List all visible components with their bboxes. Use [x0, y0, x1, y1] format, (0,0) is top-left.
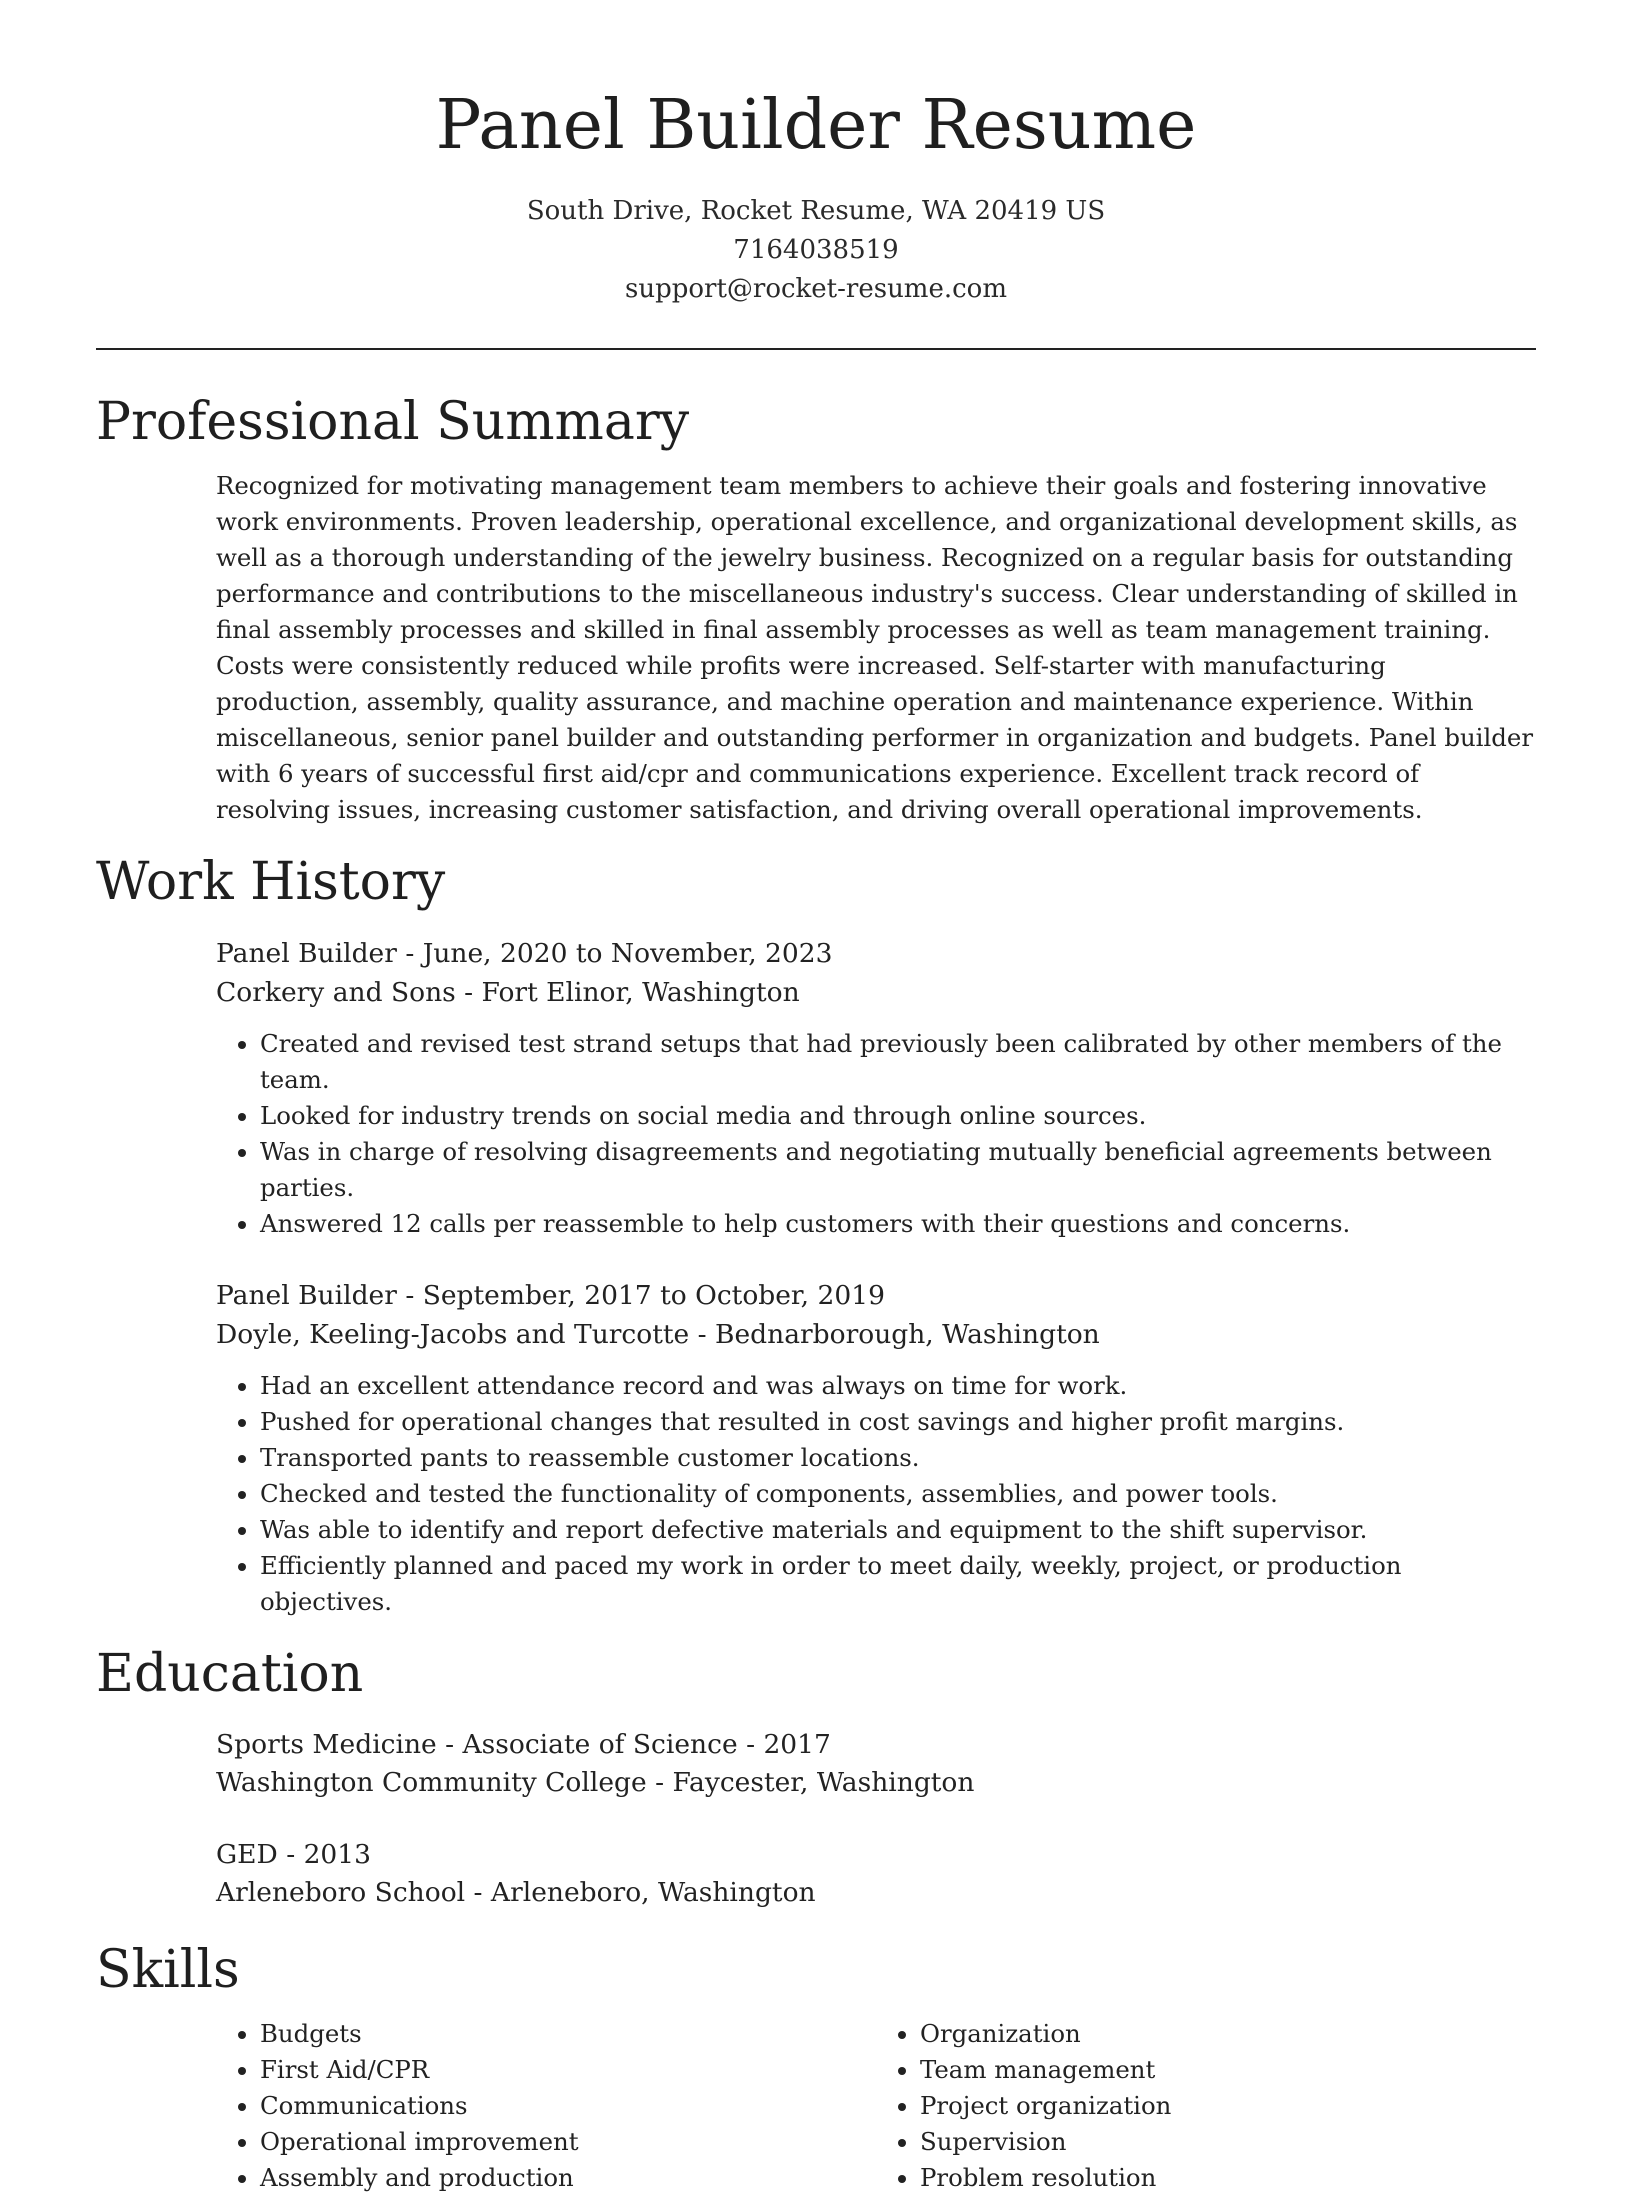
job-entry: [216, 1276, 1536, 1620]
resume-title: Panel Builder Resume: [435, 86, 1197, 165]
list-item: • Looked for industry trends on social media and through online sources.: [260, 1098, 1536, 1134]
list-item: • Transported pants to reassemble customer locations.: [260, 1440, 1536, 1476]
job-bullets: [216, 1368, 1536, 1620]
job-title: Panel Builder: [216, 1280, 397, 1311]
summary-text: Recognized for motivating management team members to achieve their goals and fostering innovative work environments. Proven leadership, operational excellence, and organizational development skills, as well as a thorough understanding of the jewelry business. Recognized on a regular basis for outstanding performance and contributions to the miscellaneous industry's success. Clear understanding of skilled in final assembly processes and skilled in final assembly processes as well as team management training. Costs were consistently reduced while profits were increased. Self-starter with manufacturing production, assembly, quality assurance, and machine operation and maintenance experience. Within miscellaneous, senior panel builder and outstanding performer in organization and budgets. Panel builder with 6 years of successful first aid/cpr and communications experience. Excellent track record of resolving issues, increasing customer satisfaction, and driving overall operational improvements.: [216, 471, 1533, 824]
job-title-line: [216, 1276, 1536, 1315]
job-dates: - June, 2020 to November, 2023: [396, 938, 833, 969]
list-item: • Operational improvement: [260, 2124, 876, 2160]
list-item: • Budgets: [260, 2016, 876, 2052]
skills-list-left: [216, 2016, 876, 2196]
edu-school: Arleneboro School: [216, 1877, 466, 1908]
skills-section: [96, 1938, 1536, 2196]
list-item: • Created and revised test strand setups that had previously been calibrated by other members of the team.: [260, 1026, 1536, 1098]
list-item: • Efficiently planned and paced my work in order to meet daily, weekly, project, or production objectives.: [260, 1548, 1536, 1620]
edu-degree: GED: [216, 1839, 278, 1870]
summary-section: [96, 390, 1536, 828]
job-company: Corkery and Sons: [216, 977, 456, 1008]
job-location: - Bednarborough, Washington: [689, 1319, 1100, 1350]
list-item: • Team management: [920, 2052, 1536, 2088]
work-heading: Work History: [96, 852, 446, 912]
job-company-line: [216, 1315, 1536, 1354]
edu-school: Washington Community College: [216, 1767, 647, 1798]
list-item: • Was in charge of resolving disagreements and negotiating mutually beneficial agreements between parties.: [260, 1134, 1536, 1206]
edu-degree-line: [216, 1836, 1536, 1874]
edu-degree-line: [216, 1726, 1536, 1764]
skills-list-right: [876, 2016, 1536, 2196]
job-location: - Fort Elinor, Washington: [455, 977, 800, 1008]
education-entry: [216, 1726, 1536, 1802]
list-item: • Answered 12 calls per reassemble to help customers with their questions and concerns.: [260, 1206, 1536, 1242]
list-item: • Was able to identify and report defective materials and equipment to the shift supervisor.: [260, 1512, 1536, 1548]
list-item: • Pushed for operational changes that resulted in cost savings and higher profit margins.: [260, 1404, 1536, 1440]
education-entry: [216, 1836, 1536, 1912]
job-dates: - September, 2017 to October, 2019: [396, 1280, 885, 1311]
job-company: Doyle, Keeling-Jacobs and Turcotte: [216, 1319, 690, 1350]
list-item: • Supervision: [920, 2124, 1536, 2160]
edu-degree: Sports Medicine - Associate of Science: [216, 1729, 738, 1760]
contact-email: support@rocket-resume.com: [624, 274, 1007, 304]
list-item: • Checked and tested the functionality of components, assemblies, and power tools.: [260, 1476, 1536, 1512]
list-item: • Assembly and production: [260, 2160, 876, 2196]
job-title-line: [216, 934, 1536, 973]
edu-school-line: [216, 1764, 1536, 1802]
contact-block: [96, 192, 1536, 309]
skills-heading: Skills: [96, 1940, 240, 2000]
edu-year: - 2013: [277, 1839, 372, 1870]
education-section: [96, 1642, 1536, 1912]
edu-year: - 2017: [737, 1729, 831, 1760]
job-entry: [216, 934, 1536, 1242]
contact-phone: 7164038519: [733, 235, 899, 265]
education-heading: Education: [96, 1644, 364, 1704]
job-bullets: [216, 1026, 1536, 1242]
list-item: • Organization: [920, 2016, 1536, 2052]
edu-location: - Arleneboro, Washington: [465, 1877, 816, 1908]
contact-address: South Drive, Rocket Resume, WA 20419 US: [526, 196, 1106, 226]
list-item: • Had an excellent attendance record and was always on time for work.: [260, 1368, 1536, 1404]
list-item: • Project organization: [920, 2088, 1536, 2124]
list-item: • Problem resolution: [920, 2160, 1536, 2196]
edu-school-line: [216, 1874, 1536, 1912]
edu-location: - Faycester, Washington: [646, 1767, 975, 1798]
work-section: [96, 850, 1536, 1620]
header-divider: [96, 348, 1536, 350]
list-item: • First Aid/CPR: [260, 2052, 876, 2088]
job-title: Panel Builder: [216, 938, 397, 969]
job-company-line: [216, 973, 1536, 1012]
resume-page: [96, 0, 1536, 2196]
skills-grid: [216, 2016, 1536, 2196]
summary-heading: Professional Summary: [96, 392, 690, 452]
list-item: • Communications: [260, 2088, 876, 2124]
